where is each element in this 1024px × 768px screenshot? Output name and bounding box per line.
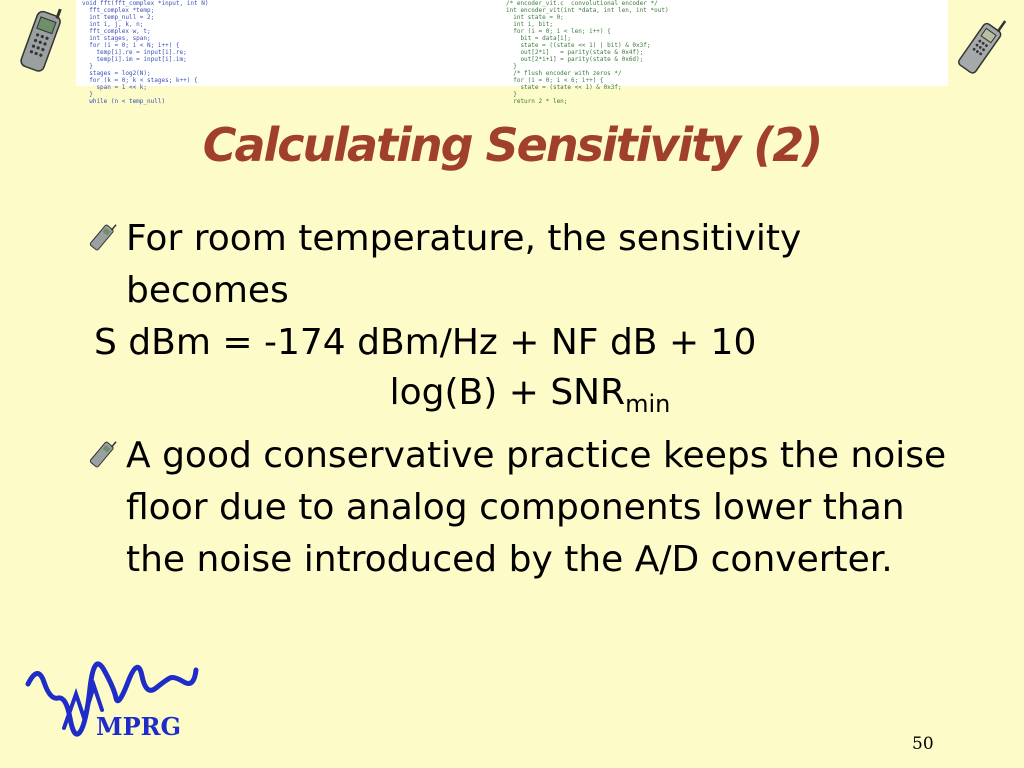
bullet-phone-icon	[88, 436, 118, 470]
bullet-phone-icon	[88, 219, 118, 253]
bullet-text: For room temperature, the sensitivity becomes	[126, 218, 802, 311]
phone-icon	[952, 12, 1012, 78]
slide-body	[86, 213, 966, 586]
formula-line: S dBm = -174 dBm/Hz + NF dB + 10	[94, 322, 757, 363]
code-snippet-left: void fft(fft_complex *input, int N) fft_complex *temp; int temp_null = 2; int i, j, k, n; fft_complex w, t; int stages, span; for (i = 0; i < N; i++) { temp[i].re = input[i].re; temp[i].im = input[i].im; } stages = log2(N); for (k = 0; k < stages; k++) { span = 1 << k; } while (n < temp_null)	[82, 0, 209, 105]
code-snippet-right: /* encoder_vit.c convolutional encoder */ int encoder_vit(int *data, int len, int *out) int state = 0; int i, bit; for (i = 0; i < len; i++) { bit = data[i]; state = ((state << 1) | bit) & 0x3f; out[2*i] = parity(state & 0x4f); out[2*i+1] = parity(state & 0x6d); } /* flush encoder with zeros */ for (i = 0; i < 6; i++) { state = (state << 1) & 0x3f; } return 2 * len;	[506, 0, 669, 105]
bullet-text: A good conservative practice keeps the noise floor due to analog components lower than the noise introduced by the A/D converter.	[126, 435, 947, 580]
formula-line	[94, 367, 966, 430]
code-banner	[76, 0, 948, 105]
page-number: 50	[912, 734, 934, 754]
formula-text: log(B) + SNR	[389, 372, 626, 413]
sensitivity-formula	[86, 317, 966, 430]
slide-title: Calculating Sensitivity (2)	[202, 118, 822, 172]
formula-subscript: min	[625, 390, 671, 418]
bullet-item	[86, 430, 966, 586]
phone-icon	[14, 4, 66, 76]
logo-text: MPRG	[96, 712, 182, 741]
bullet-item	[86, 213, 966, 317]
